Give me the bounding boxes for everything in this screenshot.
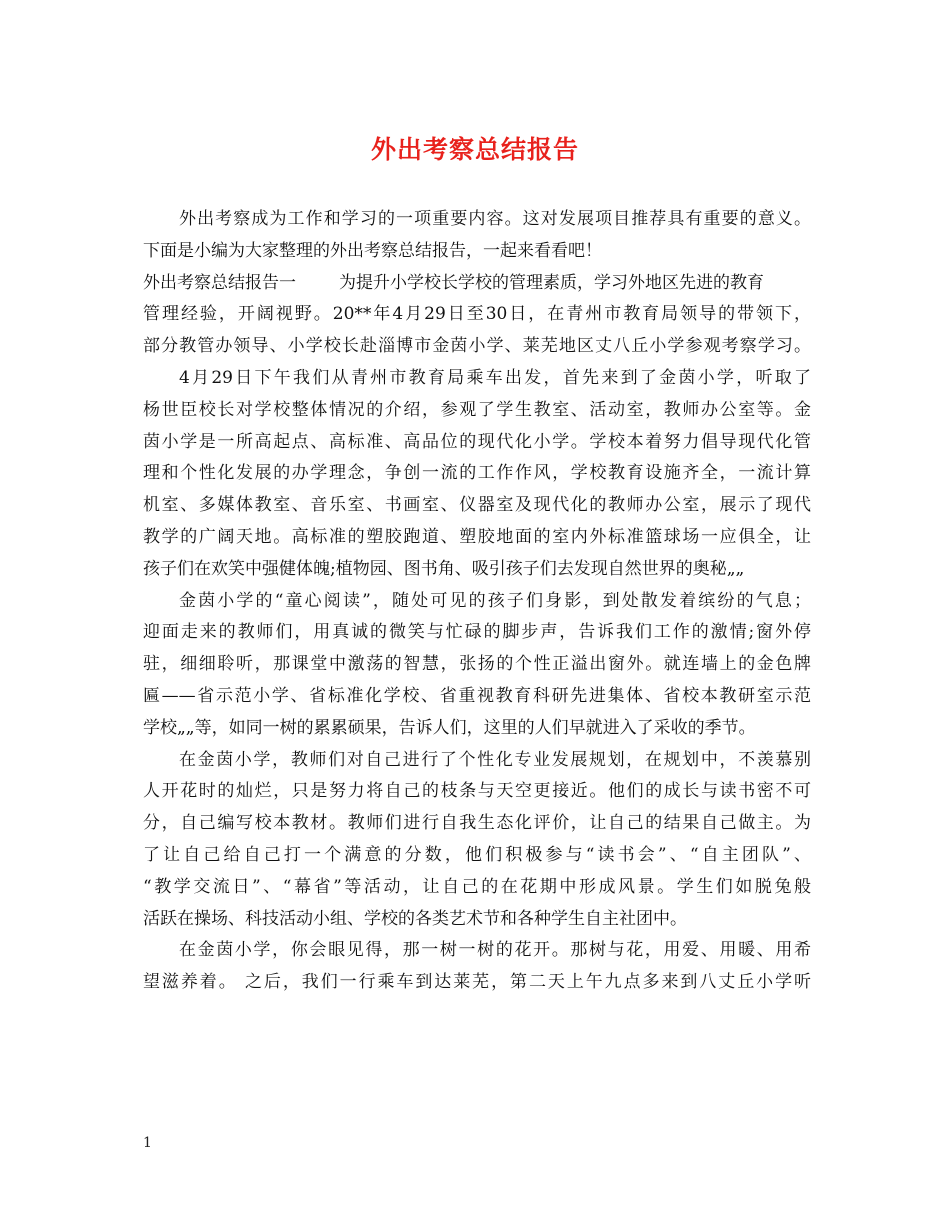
document-title: 外出考察总结报告 (370, 135, 579, 164)
text-line: 望滋养着。 之后，我们一行乘车到达莱芜，第二天上午九点多来到八丈丘小学听 (143, 972, 811, 993)
text-line: 驻，细细聆听，那课堂中激荡的智慧，张扬的个性正溢出窗外。就连墙上的金色牌 (143, 654, 811, 675)
text-line: 部分教管办领导、小学校长赴淄博市金茵小学、莱芜地区丈八丘小学参观考察学习。 (143, 336, 811, 357)
text-line: 4月29日下午我们从青州市教育局乘车出发，首先来到了金茵小学，听取了 (179, 367, 811, 388)
text-line: 孩子们在欢笑中强健体魄;植物园、图书角、吸引孩子们去发现自然世界的奥秘„„ (143, 558, 745, 579)
text-line: 理和个性化发展的办学理念，争创一流的工作作风，学校教育设施齐全，一流计算 (143, 463, 811, 484)
text-line: 人开花时的灿烂，只是努力将自己的枝条与天空更接近。他们的成长与读书密不可 (143, 781, 811, 802)
text-line: 了让自己给自己打一个满意的分数，他们积极参与“读书会”、“自主团队”、 (143, 844, 811, 865)
text-line: “教学交流日”、“幕省”等活动，让自己的在花期中形成风景。学生们如脱兔般 (143, 876, 811, 897)
text-line: 学校„„等，如同一树的累累硕果，告诉人们，这里的人们早就进入了采收的季节。 (143, 717, 756, 738)
text-line: 匾——省示范小学、省标准化学校、省重视教育科研先进集体、省校本教研室示范 (143, 685, 811, 706)
page-number: 1 (143, 1135, 152, 1151)
text-line: 分，自己编写校本教材。教师们进行自我生态化评价，让自己的结果自己做主。为 (143, 813, 811, 834)
text-line: 在金茵小学，教师们对自己进行了个性化专业发展规划，在规划中，不羡慕别 (179, 749, 811, 770)
text-line: 教学的广阔天地。高标准的塑胶跑道、塑胶地面的室内外标准篮球场一应俱全，让 (143, 526, 811, 547)
text-line: 活跃在操场、科技活动小组、学校的各类艺术节和各种学生自主社团中。 (143, 908, 687, 929)
text-line (143, 268, 811, 300)
text-line: 管理经验，开阔视野。20**年4月29日至30日，在青州市教育局领导的带领下， (143, 304, 811, 325)
text-line: 外出考察成为工作和学习的一项重要内容。这对发展项目推荐具有重要的意义。 (179, 209, 811, 229)
text-line: 机室、多媒体教室、音乐室、书画室、仪器室及现代化的教师办公室，展示了现代 (143, 495, 811, 516)
text-line: 杨世臣校长对学校整体情况的介绍，参观了学生教室、活动室，教师办公室等。金 (143, 399, 811, 420)
section-heading: 外出考察总结报告一 (143, 272, 296, 293)
text-line: 金茵小学的“童心阅读”，随处可见的孩子们身影，到处散发着缤纷的气息； (179, 590, 811, 611)
text-span: 为提升小学校长学校的管理素质，学习外地区先进的教育 (339, 272, 764, 293)
text-line: 下面是小编为大家整理的外出考察总结报告，一起来看看吧！ (143, 240, 602, 261)
text-line: 迎面走来的教师们，用真诚的微笑与忙碌的脚步声，告诉我们工作的激情;窗外停 (143, 622, 811, 643)
text-line: 在金茵小学，你会眼见得，那一树一树的花开。那树与花，用爱、用暖、用希 (179, 940, 811, 961)
text-line: 茵小学是一所高起点、高标准、高品位的现代化小学。学校本着努力倡导现代化管 (143, 431, 811, 452)
document-body (143, 204, 811, 999)
